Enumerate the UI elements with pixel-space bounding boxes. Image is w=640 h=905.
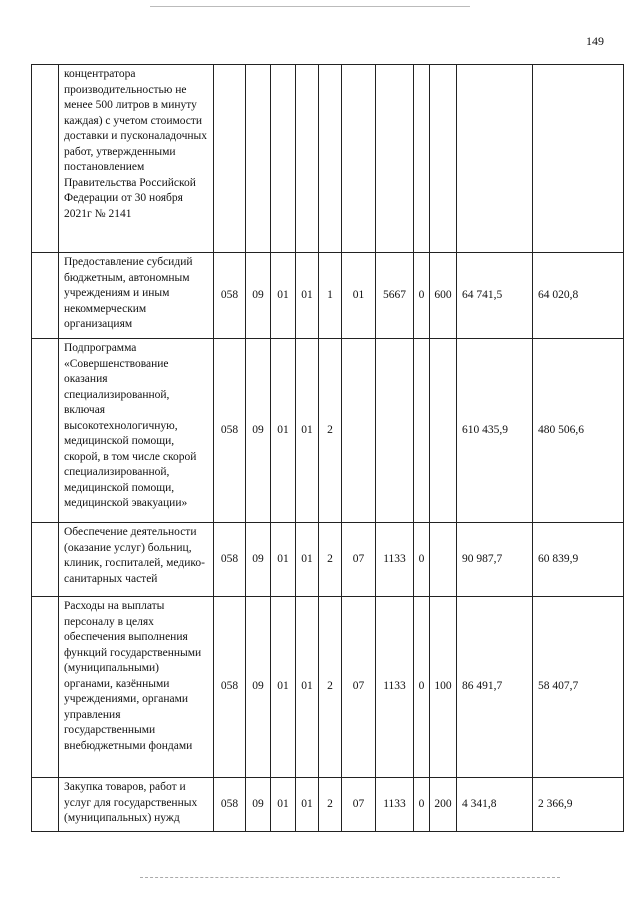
code-cell-c7 [376,339,414,523]
code-cell-c6: 07 [342,778,376,832]
code-cell-c5: 2 [319,523,342,597]
amount-cell-1 [457,65,533,253]
amount-cell-1: 64 741,5 [457,253,533,339]
code-cell-c5: 2 [319,778,342,832]
code-cell-c4: 01 [296,597,319,778]
code-cell-c8: 0 [414,523,430,597]
amount-cell-2: 480 506,6 [533,339,624,523]
code-cell-c8: 0 [414,597,430,778]
code-cell-c9: 100 [430,597,457,778]
code-cell-c2: 09 [246,778,271,832]
row-name-cell: Подпрограмма «Совершенствование оказания специализированной, включая высокотехнологичную, медицинской помощи, скорой, в том числе скорой специализированной, медицинской помощи, медицинской эвакуации» [59,339,214,523]
code-cell-c4 [296,65,319,253]
code-cell-c9 [430,65,457,253]
code-cell-c8: 0 [414,778,430,832]
code-cell-c9 [430,523,457,597]
amount-cell-2: 2 366,9 [533,778,624,832]
row-name-cell: Закупка товаров, работ и услуг для государственных (муниципальных) нужд [59,778,214,832]
code-cell-c3: 01 [271,253,296,339]
code-cell-c2: 09 [246,523,271,597]
code-cell-c6: 01 [342,253,376,339]
code-cell-c2: 09 [246,339,271,523]
code-cell-c5 [319,65,342,253]
amount-cell-1: 610 435,9 [457,339,533,523]
amount-cell-1: 4 341,8 [457,778,533,832]
code-cell-c3: 01 [271,523,296,597]
table-row [32,253,624,339]
code-cell-c7: 1133 [376,778,414,832]
table-row [32,778,624,832]
row-index-cell [32,778,59,832]
code-cell-c8 [414,65,430,253]
code-cell-c4: 01 [296,253,319,339]
code-cell-c5: 2 [319,339,342,523]
code-cell-c9 [430,339,457,523]
code-cell-c7 [376,65,414,253]
amount-cell-2: 64 020,8 [533,253,624,339]
code-cell-c2: 09 [246,597,271,778]
row-index-cell [32,65,59,253]
page-number: 149 [586,34,604,48]
code-cell-c5: 2 [319,597,342,778]
amount-cell-2 [533,65,624,253]
code-cell-c4: 01 [296,523,319,597]
code-cell-c7: 1133 [376,597,414,778]
code-cell-c1 [214,65,246,253]
row-name-cell: Обеспечение деятельности (оказание услуг) больниц, клиник, госпиталей, медико-санитарных частей [59,523,214,597]
code-cell-c9: 200 [430,778,457,832]
code-cell-c3: 01 [271,339,296,523]
code-cell-c1: 058 [214,778,246,832]
code-cell-c7: 1133 [376,523,414,597]
row-name-cell: Расходы на выплаты персоналу в целях обеспечения выполнения функций государственными (муниципальными) органами, казёнными учреждениями, органами управления государственными внебюджетными фондами [59,597,214,778]
row-name-cell: концентратора производительностью не менее 500 литров в минуту каждая) с учетом стоимости доставки и пусконаладочных работ, утвержденными постановлением Правительства Российской Федерации от 30 ноября 2021г № 2141 [59,65,214,253]
code-cell-c9: 600 [430,253,457,339]
table-row [32,65,624,253]
row-index-cell [32,339,59,523]
code-cell-c6 [342,65,376,253]
table-row [32,597,624,778]
row-index-cell [32,523,59,597]
code-cell-c8 [414,339,430,523]
table-row [32,523,624,597]
code-cell-c2 [246,65,271,253]
code-cell-c8: 0 [414,253,430,339]
code-cell-c1: 058 [214,339,246,523]
code-cell-c1: 058 [214,253,246,339]
budget-table [31,64,624,832]
row-index-cell [32,253,59,339]
code-cell-c1: 058 [214,597,246,778]
code-cell-c4: 01 [296,339,319,523]
amount-cell-2: 58 407,7 [533,597,624,778]
code-cell-c6 [342,339,376,523]
code-cell-c3: 01 [271,597,296,778]
amount-cell-1: 90 987,7 [457,523,533,597]
code-cell-c2: 09 [246,253,271,339]
scan-edge-bottom [140,877,560,879]
code-cell-c3 [271,65,296,253]
code-cell-c5: 1 [319,253,342,339]
code-cell-c3: 01 [271,778,296,832]
row-index-cell [32,597,59,778]
code-cell-c4: 01 [296,778,319,832]
code-cell-c6: 07 [342,523,376,597]
code-cell-c6: 07 [342,597,376,778]
table-row [32,339,624,523]
amount-cell-2: 60 839,9 [533,523,624,597]
row-name-cell: Предоставление субсидий бюджетным, автономным учреждениям и иным некоммерческим организациям [59,253,214,339]
code-cell-c7: 5667 [376,253,414,339]
amount-cell-1: 86 491,7 [457,597,533,778]
code-cell-c1: 058 [214,523,246,597]
scan-edge-top [150,6,470,7]
